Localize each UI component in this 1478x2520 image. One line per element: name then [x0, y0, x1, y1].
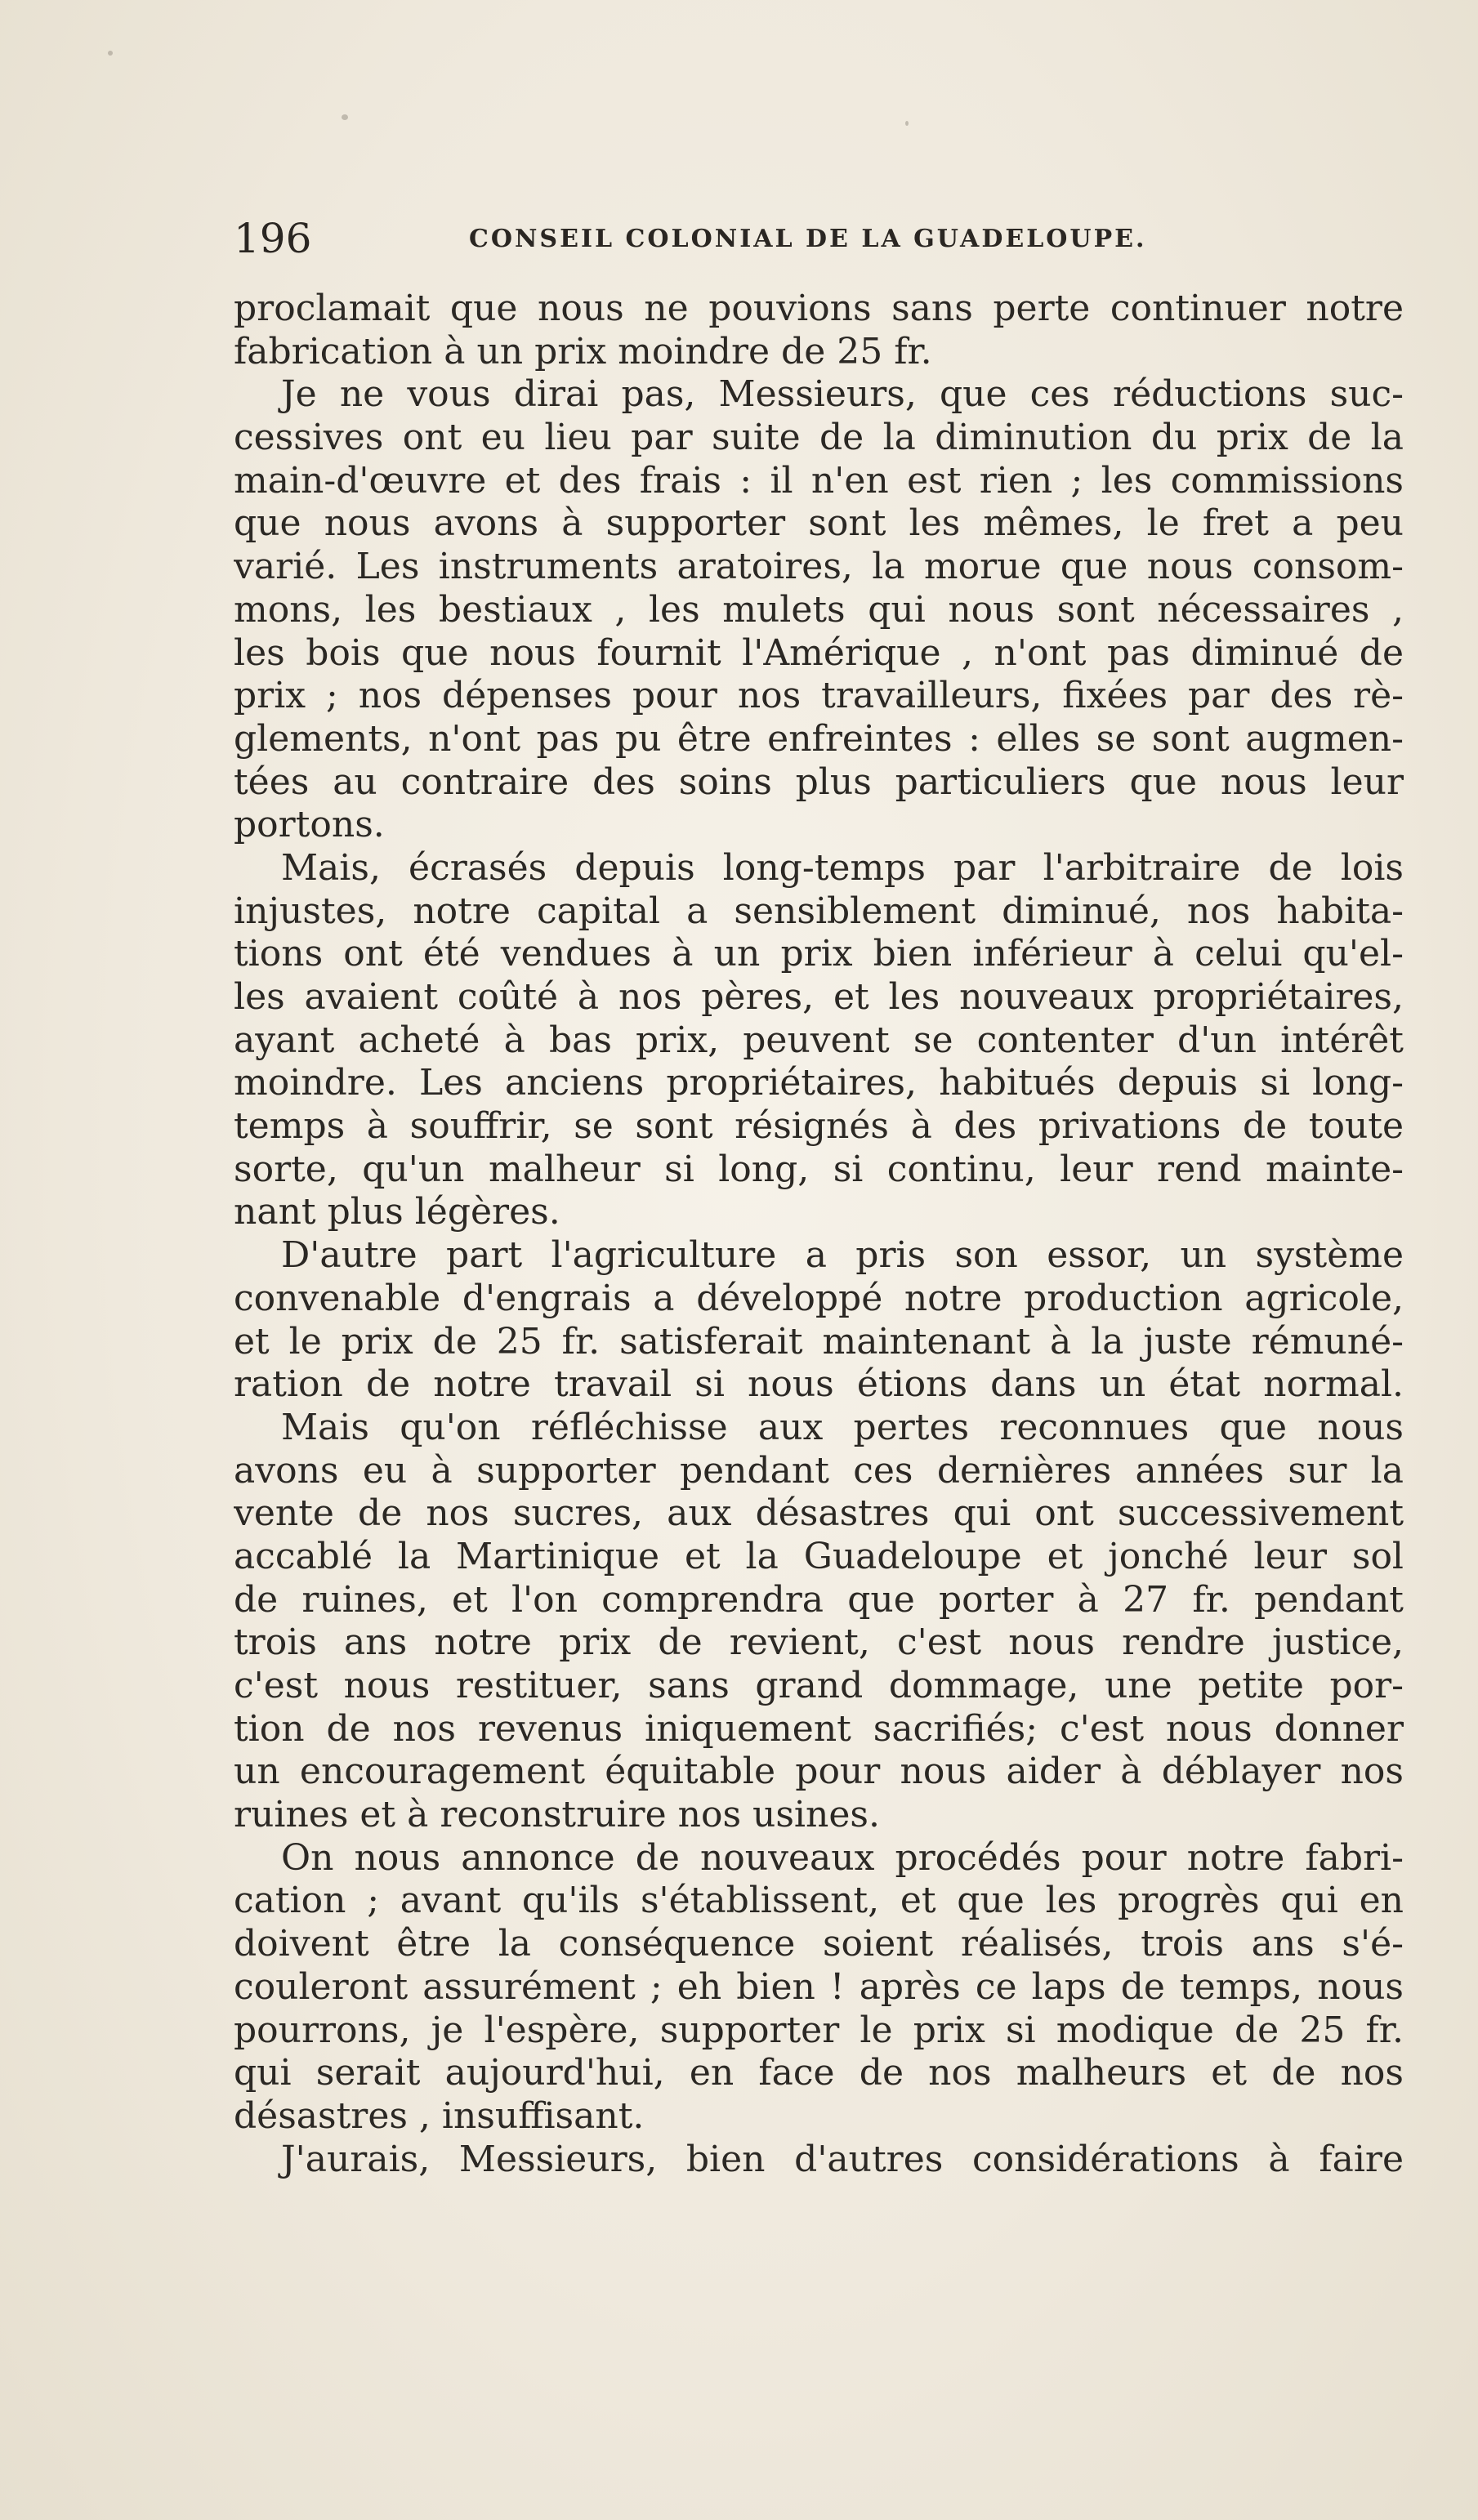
- text-line: convenable d'engrais a développé notre production agricole,: [234, 1277, 1404, 1319]
- text-line: un encouragement équitable pour nous aider à déblayer nos: [234, 1751, 1404, 1793]
- text-line: les bois que nous fournit l'Amérique , n'ont pas diminué de: [234, 631, 1404, 674]
- text-line: pourrons, je l'espère, supporter le prix si modique de 25 fr.: [234, 2009, 1404, 2051]
- text-line: cessives ont eu lieu par suite de la diminution du prix de la: [234, 417, 1404, 459]
- text-line: doivent être la conséquence soient réalisés, trois ans s'é-: [234, 1923, 1404, 1965]
- page-header: [234, 214, 1402, 263]
- text-line: avons eu à supporter pendant ces dernières années sur la: [234, 1449, 1404, 1492]
- text-line: et le prix de 25 fr. satisferait maintenant à la juste rémuné-: [234, 1320, 1404, 1363]
- text-line: injustes, notre capital a sensiblement diminué, nos habita-: [234, 890, 1404, 932]
- paragraph-first-line: J'aurais, Messieurs, bien d'autres considérations à faire: [281, 2138, 1404, 2180]
- page-number: 196: [234, 215, 312, 262]
- text-line: les avaient coûté à nos pères, et les nouveaux propriétaires,: [234, 976, 1404, 1018]
- text-line: tions ont été vendues à un prix bien inférieur à celui qu'el-: [234, 933, 1404, 975]
- text-line: de ruines, et l'on comprendra que porter à 27 fr. pendant: [234, 1578, 1404, 1621]
- running-head: CONSEIL COLONIAL DE LA GUADELOUPE.: [469, 225, 1147, 253]
- paragraph-first-line: Je ne vous dirai pas, Messieurs, que ces réductions suc-: [281, 373, 1404, 416]
- paragraph-first-line: Mais qu'on réfléchisse aux pertes reconnues que nous: [281, 1406, 1404, 1448]
- text-line: sorte, qu'un malheur si long, si continu, leur rend mainte-: [234, 1148, 1404, 1190]
- text-line: trois ans notre prix de revient, c'est nous rendre justice,: [234, 1621, 1404, 1664]
- text-line: fabrication à un prix moindre de 25 fr.: [234, 330, 932, 372]
- paragraph-first-line: Mais, écrasés depuis long-temps par l'arbitraire de lois: [281, 846, 1404, 889]
- text-line: moindre. Les anciens propriétaires, habitués depuis si long-: [234, 1062, 1404, 1104]
- text-line: qui serait aujourd'hui, en face de nos malheurs et de nos: [234, 2052, 1404, 2094]
- paper-speck: [342, 114, 348, 120]
- text-line: proclamait que nous ne pouvions sans perte continuer notre: [234, 288, 1404, 329]
- text-line: ayant acheté à bas prix, peuvent se contenter d'un intérêt: [234, 1019, 1404, 1061]
- paper-speck: [905, 121, 909, 126]
- body-text: [234, 288, 1404, 2181]
- text-line: glements, n'ont pas pu être enfreintes : elles se sont augmen-: [234, 717, 1404, 760]
- text-line: ruines et à reconstruire nos usines.: [234, 1794, 880, 1836]
- text-line: vente de nos sucres, aux désastres qui ont successivement: [234, 1492, 1404, 1535]
- text-line: portons.: [234, 804, 385, 846]
- text-line: que nous avons à supporter sont les mêmes, le fret a peu: [234, 502, 1404, 545]
- text-line: désastres , insuffisant.: [234, 2094, 645, 2137]
- text-line: nant plus légères.: [234, 1191, 560, 1233]
- text-line: temps à souffrir, se sont résignés à des privations de toute: [234, 1105, 1404, 1148]
- text-line: ration de notre travail si nous étions dans un état normal.: [234, 1363, 1404, 1406]
- text-line: prix ; nos dépenses pour nos travailleurs, fixées par des rè-: [234, 675, 1404, 717]
- text-line: cation ; avant qu'ils s'établissent, et que les progrès qui en: [234, 1880, 1404, 1922]
- text-line: mons, les bestiaux , les mulets qui nous sont nécessaires ,: [234, 588, 1404, 631]
- text-line: varié. Les instruments aratoires, la morue que nous consom-: [234, 546, 1404, 588]
- text-line: c'est nous restituer, sans grand dommage, une petite por-: [234, 1665, 1404, 1706]
- text-line: main-d'œuvre et des frais : il n'en est rien ; les commissions: [234, 459, 1404, 502]
- text-line: tées au contraire des soins plus particuliers que nous leur: [234, 760, 1404, 803]
- paragraph-first-line: D'autre part l'agriculture a pris son essor, un système: [281, 1234, 1404, 1277]
- paper-speck: [108, 51, 113, 56]
- text-line: couleront assurément ; eh bien ! après ce laps de temps, nous: [234, 1965, 1404, 2008]
- text-line: accablé la Martinique et la Guadeloupe et jonché leur sol: [234, 1535, 1404, 1577]
- text-line: tion de nos revenus iniquement sacrifiés; c'est nous donner: [234, 1707, 1404, 1750]
- paragraph-first-line: On nous annonce de nouveaux procédés pour notre fabri-: [281, 1836, 1404, 1879]
